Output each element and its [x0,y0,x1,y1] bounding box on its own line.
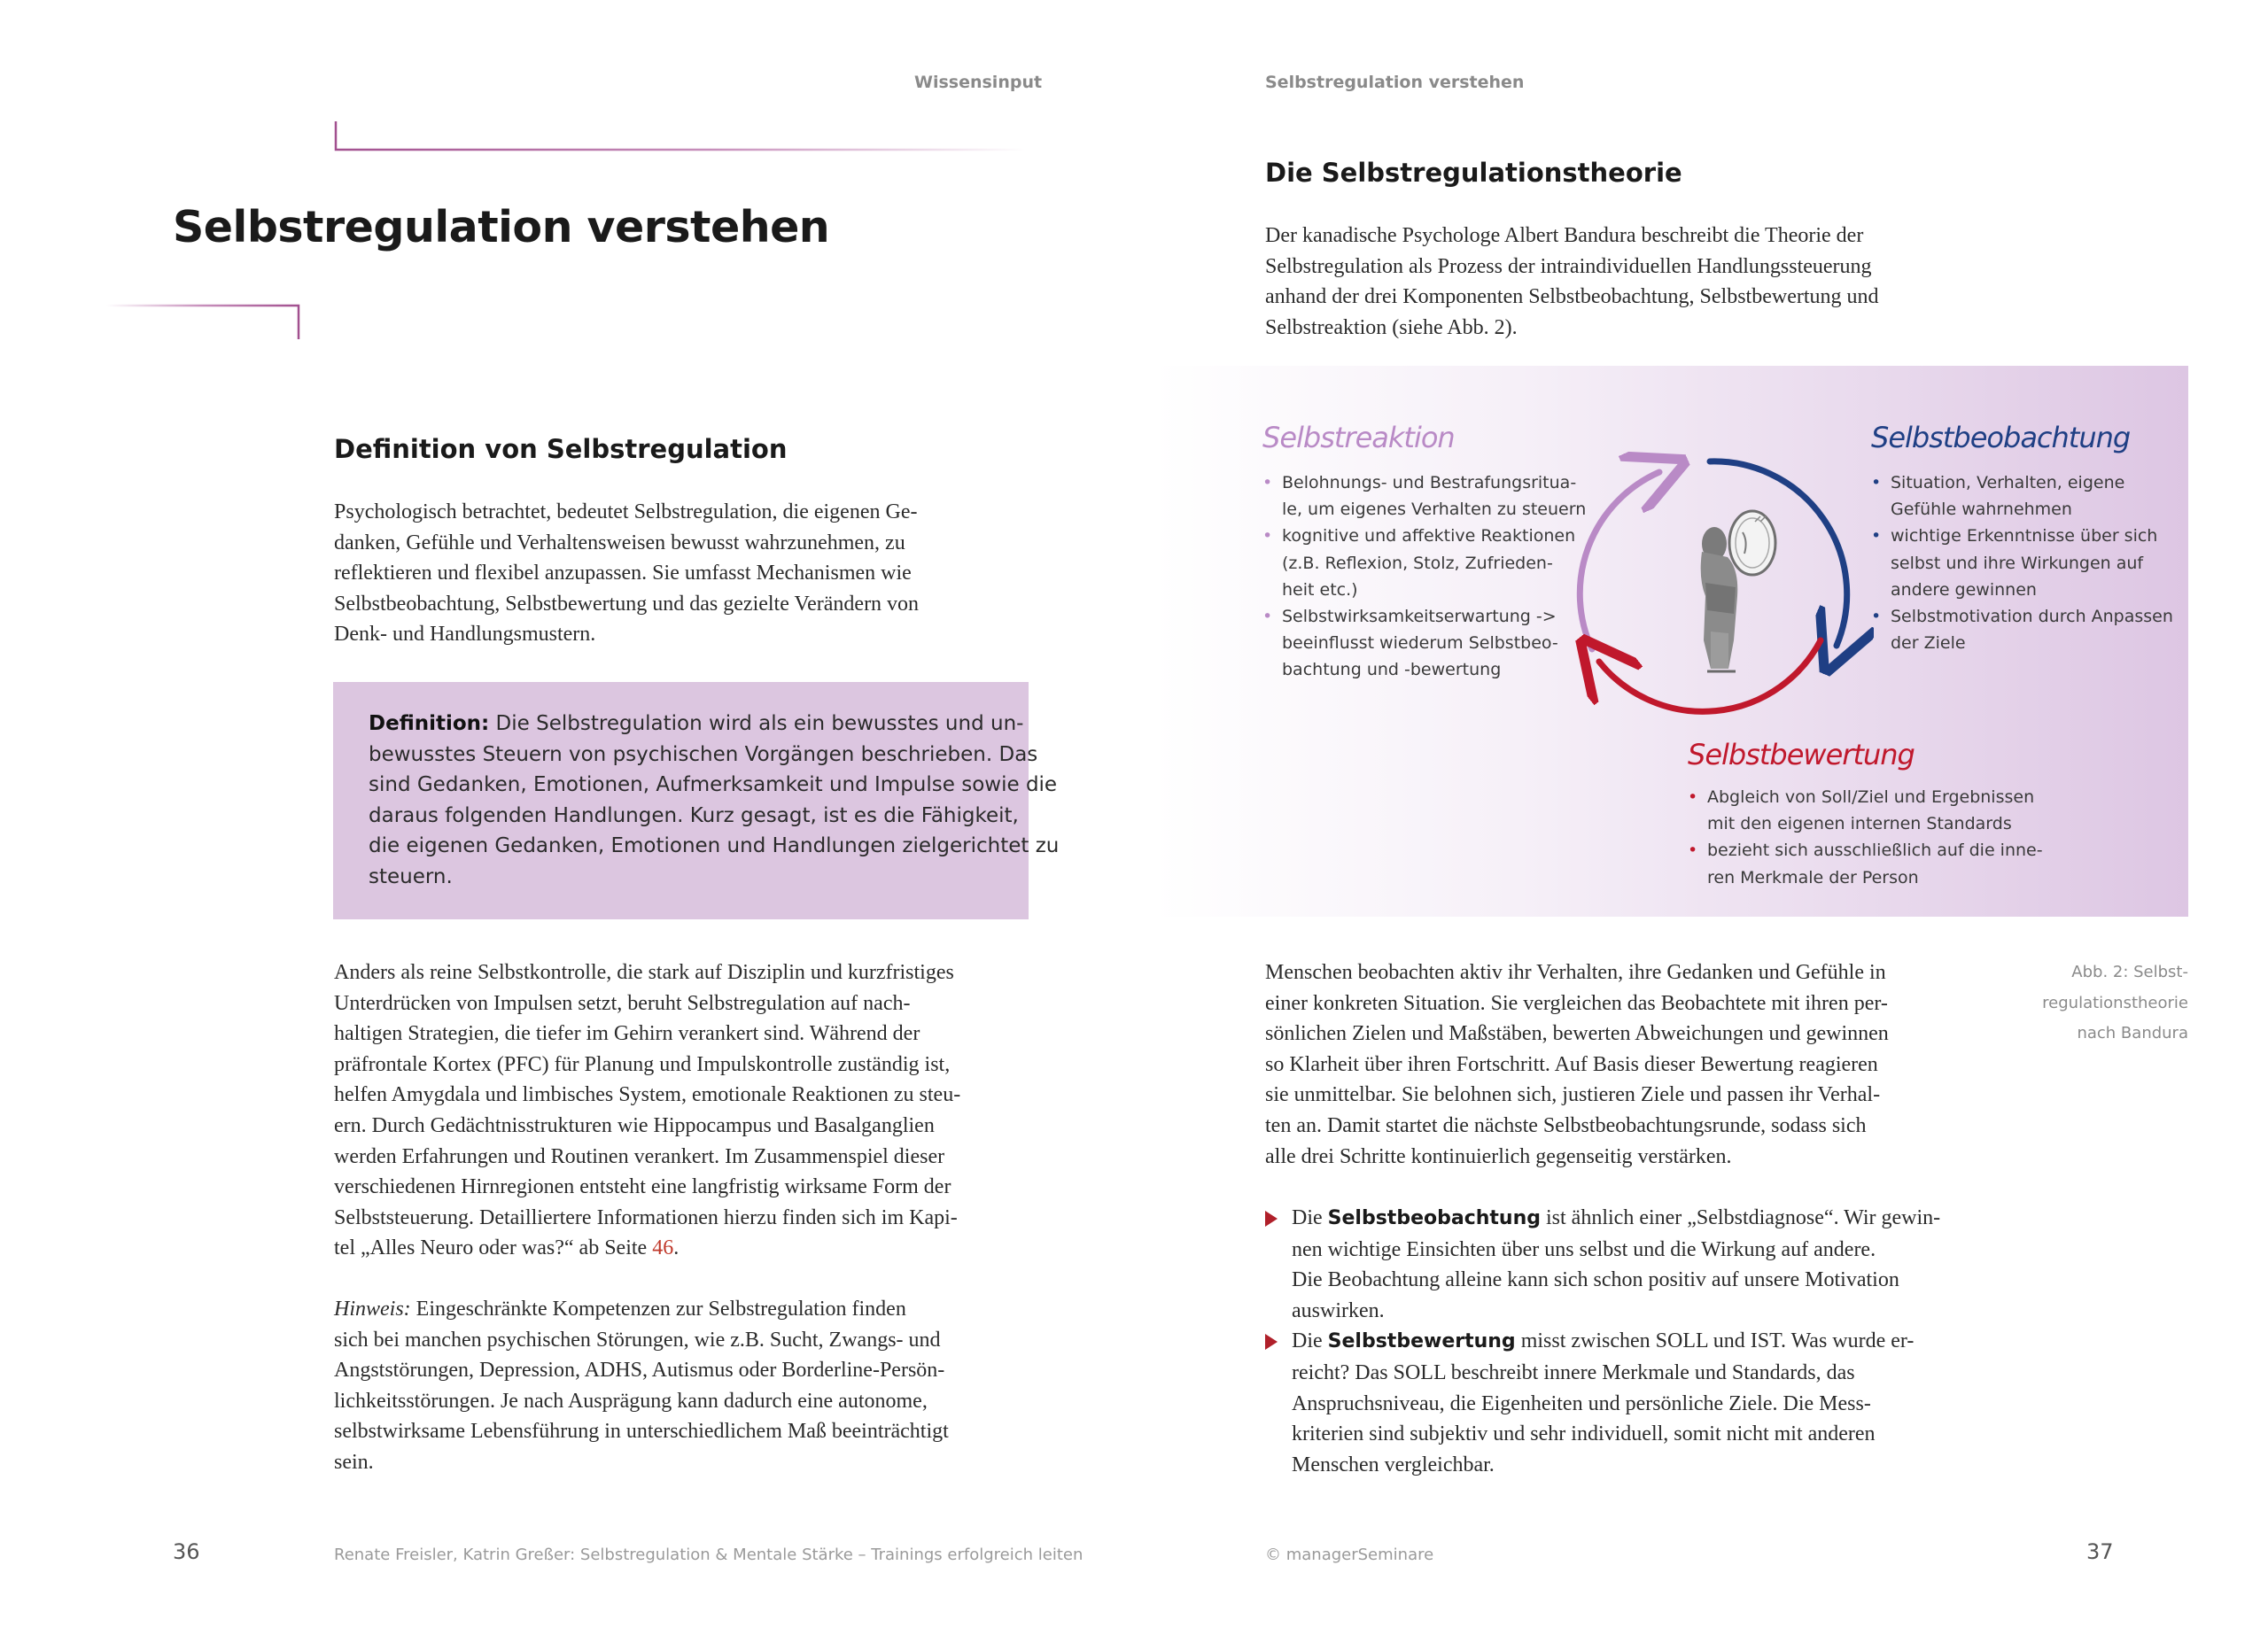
list-item [1871,469,2173,523]
point-first-line: ist ähnlich einer „Selbstdiagnose“. Wir gewin- [1541,1206,1941,1229]
bullet: • [1688,841,1698,861]
text-line: Menschen beobachten aktiv ihr Verhalten, ihre Gedanken und Gefühle in [1265,961,1886,984]
text-line: Selbstregulation als Prozess der intraindividuellen Handlungssteuerung [1265,254,1872,278]
text-line: sönlichen Zielen und Maßstäben, bewerten Abweichungen und gewinnen [1265,1022,1889,1046]
bullet: • [1262,607,1273,627]
text-line: steuern. [369,864,453,888]
text-line [334,1233,1034,1264]
footer-left: Renate Freisler, Katrin Greßer: Selbstregulation & Mentale Stärke – Trainings erfolgreich leiten [334,1546,1084,1564]
list-item-line: bezieht sich ausschließlich auf die inne- [1707,841,2043,861]
section-title-definition: Definition von Selbstregulation [334,434,788,464]
caption-line: nach Bandura [2077,1024,2188,1042]
text-line: sein. [334,1450,374,1474]
point-prefix: Die [1292,1206,1328,1229]
intro-paragraph [334,497,1034,650]
footer-right: © managerSeminare [1265,1546,1434,1564]
person-mirror-illustration [1701,511,1775,671]
text-line [369,709,1024,740]
list-item-line: bachtung und -bewertung [1282,660,1502,680]
text-line: verschiedenen Hirnregionen entsteht eine langfristig wirksame Form der [334,1175,951,1199]
text-line: Anders als reine Selbstkontrolle, die stark auf Disziplin und kurzfristiges [334,961,954,984]
text-line: Die Beobachtung alleine kann sich schon positiv auf unsere Motivation [1292,1268,1899,1292]
point-term: Selbstbewertung [1327,1330,1516,1353]
list-item [1871,523,2173,603]
chapter-reference-text: tel „Alles Neuro oder was?“ ab Seite [334,1236,653,1260]
text-line: anhand der drei Komponenten Selbstbeobachtung, Selbstbewertung und [1265,285,1879,309]
text-line: Anspruchsniveau, die Eigenheiten und persönliche Ziele. Die Mess- [1292,1391,1871,1415]
list-item-line: (z.B. Reflexion, Stolz, Zufrieden- [1282,553,1553,573]
text-line: reflektieren und flexibel anzupassen. Sie umfasst Mechanismen wie [334,562,912,585]
list-item-line: mit den eigenen internen Standards [1707,814,2012,834]
list-item-line: kognitive und affektive Reaktionen [1282,526,1576,546]
text-line: sie unmittelbar. Sie belohnen sich, justieren Ziele und passen ihr Verhal- [1265,1083,1881,1107]
text-line: alle drei Schritte kontinuierlich gegenseitig verstärken. [1265,1144,1732,1168]
text-line: selbstwirksame Lebensführung in unterschiedlichem Maß beeinträchtigt [334,1420,949,1444]
bullet: • [1871,473,1882,492]
text-line: ern. Durch Gedächtnisstrukturen wie Hippocampus und Basalganglien [334,1113,935,1137]
list-item-line: beeinflusst wiederum Selbstbeo- [1282,633,1558,654]
text-line: präfrontale Kortex (PFC) für Planung und Impulskontrolle zuständig ist, [334,1052,951,1076]
selbstbeobachtung-title: Selbstbeobachtung [1871,421,2131,454]
text-line: einer konkreten Situation. Sie vergleichen das Beobachtete mit ihren per- [1265,991,1888,1015]
running-header-right: Selbstregulation verstehen [1265,73,1525,92]
text-line: Angststörungen, Depression, ADHS, Autismus oder Borderline-Persön- [334,1359,945,1383]
selbstreaktion-list [1262,469,1586,684]
list-item-line: ren Merkmale der Person [1707,867,1919,887]
list-item-line: Selbstmotivation durch Anpassen [1891,607,2173,627]
decorative-corner-line-bottom [106,304,301,339]
definition-text [369,709,1060,892]
point-prefix: Die [1292,1329,1328,1353]
text-line [1292,1203,1974,1235]
list-item-line: Abgleich von Soll/Ziel und Ergebnissen [1707,787,2035,807]
list-item-line: der Ziele [1891,633,1966,654]
section-title-theory: Die Selbstregulationstheorie [1265,158,1682,188]
text-line: lichkeitsstörungen. Je nach Ausprägung kann dadurch eine autonome, [334,1389,928,1413]
selbstreaktion-title: Selbstreaktion [1262,421,1455,454]
list-item-line: Selbstwirksamkeitserwartung -> [1282,607,1557,627]
text-line: sind Gedanken, Emotionen, Aufmerksamkeit und Impulse sowie die [369,773,1058,796]
point-first-line: misst zwischen SOLL und IST. Was wurde er- [1515,1329,1915,1353]
text-line: so Klarheit über ihren Fortschritt. Auf Basis dieser Bewertung reagieren [1265,1052,1878,1076]
list-item-line: le, um eigenes Verhalten zu steuern [1282,500,1587,520]
definition-label: Definition: [369,712,490,735]
chapter-title: Selbstregulation verstehen [173,202,830,252]
running-header-left: Wissensinput [914,73,1043,92]
text-line [1292,1326,1974,1358]
text-line [334,1294,1034,1325]
list-item [1262,603,1586,684]
text-line: Selbststeuerung. Detailliertere Informationen hierzu finden sich im Kapi- [334,1205,958,1229]
selbstbeobachtung-list [1871,469,2173,656]
text-line: bewusstes Steuern von psychischen Vorgängen beschrieben. Das [369,742,1038,766]
sentence-end: . [673,1236,680,1260]
selbstreaktion-arrow [1580,472,1659,649]
bullet: • [1262,526,1273,546]
text-line: Selbstreaktion (siehe Abb. 2). [1265,315,1518,339]
text-line: daraus folgenden Handlungen. Kurz gesagt, ist es die Fähigkeit, [369,803,1019,827]
list-item-line: selbst und ihre Wirkungen auf [1891,553,2144,573]
list-item-line: Gefühle wahrnehmen [1891,500,2072,520]
text-line: Der kanadische Psychologe Albert Bandura beschreibt die Theorie der [1265,224,1864,247]
text-line: auswirken. [1292,1298,1385,1322]
list-item [1688,837,2043,890]
bullet: • [1871,526,1882,546]
list-item [1871,603,2173,656]
text-line: kriterien sind subjektiv und sehr individuell, somit nicht mit anderen [1292,1422,1876,1446]
hint-first-line: Eingeschränkte Kompetenzen zur Selbstregulation finden [410,1298,906,1321]
list-item [1262,523,1586,603]
page-number-right: 37 [2086,1539,2114,1564]
text-line: helfen Amygdala und limbisches System, emotionale Reaktionen zu steu- [334,1083,961,1107]
arrow-bullet-icon [1265,1334,1278,1350]
list-item-line: wichtige Erkenntnisse über sich [1891,526,2158,546]
theory-paragraph [1265,957,1974,1172]
definition-first-line: Die Selbstregulation wird als ein bewusstes und un- [489,712,1024,735]
text-line: Denk- und Handlungsmustern. [334,623,596,647]
hint-paragraph [334,1294,1034,1478]
list-item-line: heit etc.) [1282,579,1358,600]
selbstbewertung-title: Selbstbewertung [1688,738,1915,771]
list-item-selbstbeobachtung [1265,1203,1974,1326]
list-item [1262,469,1586,523]
hint-label: Hinweis: [334,1298,411,1321]
text-line: reicht? Das SOLL beschreibt innere Merkmale und Standards, das [1292,1360,1855,1384]
text-line: ten an. Damit startet die nächste Selbstbeobachtungsrunde, sodass sich [1265,1113,1867,1137]
text-line: nen wichtige Einsichten über uns selbst und die Wirkung auf andere. [1292,1237,1876,1261]
caption-line: Abb. 2: Selbst- [2071,963,2188,981]
text-line: Psychologisch betrachtet, bedeutet Selbstregulation, die eigenen Ge- [334,500,918,523]
text-line: die eigenen Gedanken, Emotionen und Handlungen zielgerichtet zu [369,834,1060,857]
text-line: haltigen Strategien, die tiefer im Gehirn verankert sind. Während der [334,1022,920,1046]
list-item-line: andere gewinnen [1891,579,2037,600]
bullet: • [1688,787,1698,807]
selbstbewertung-list [1688,784,2043,891]
list-item-line: Belohnungs- und Bestrafungsritua- [1282,473,1577,492]
bullet: • [1262,473,1273,492]
point-term: Selbstbeobachtung [1327,1207,1541,1229]
caption-line: regulationstheorie [2042,993,2188,1012]
text-line: Menschen vergleichbar. [1292,1453,1495,1476]
text-line: werden Erfahrungen und Routinen verankert. Im Zusammenspiel dieser [334,1144,945,1168]
text-line: sich bei manchen psychischen Störungen, wie z.B. Sucht, Zwangs- und [334,1328,941,1352]
page-reference-link[interactable]: 46 [652,1236,674,1260]
bullet: • [1871,607,1882,627]
list-item-line: Situation, Verhalten, eigene [1891,473,2125,492]
text-line: Selbstbeobachtung, Selbstbewertung und das gezielte Verändern von [334,592,920,616]
list-item [1688,784,2043,837]
neuro-paragraph [334,957,1034,1264]
arrow-bullet-icon [1265,1211,1278,1227]
component-list [1265,1203,1974,1480]
cycle-diagram [1555,437,1874,756]
list-item-selbstbewertung [1265,1326,1974,1480]
text-line: danken, Gefühle und Verhaltensweisen bewusst wahrzunehmen, zu [334,531,905,554]
figure-caption [2002,957,2188,1050]
decorative-corner-line-top [334,121,1025,151]
text-line: Unterdrücken von Impulsen setzt, beruht Selbstregulation auf nach- [334,991,911,1015]
page-number-left: 36 [173,1539,200,1564]
theory-intro-paragraph [1265,221,1974,343]
selbstregulation-figure [1153,366,2188,917]
definition-box [333,682,1060,919]
